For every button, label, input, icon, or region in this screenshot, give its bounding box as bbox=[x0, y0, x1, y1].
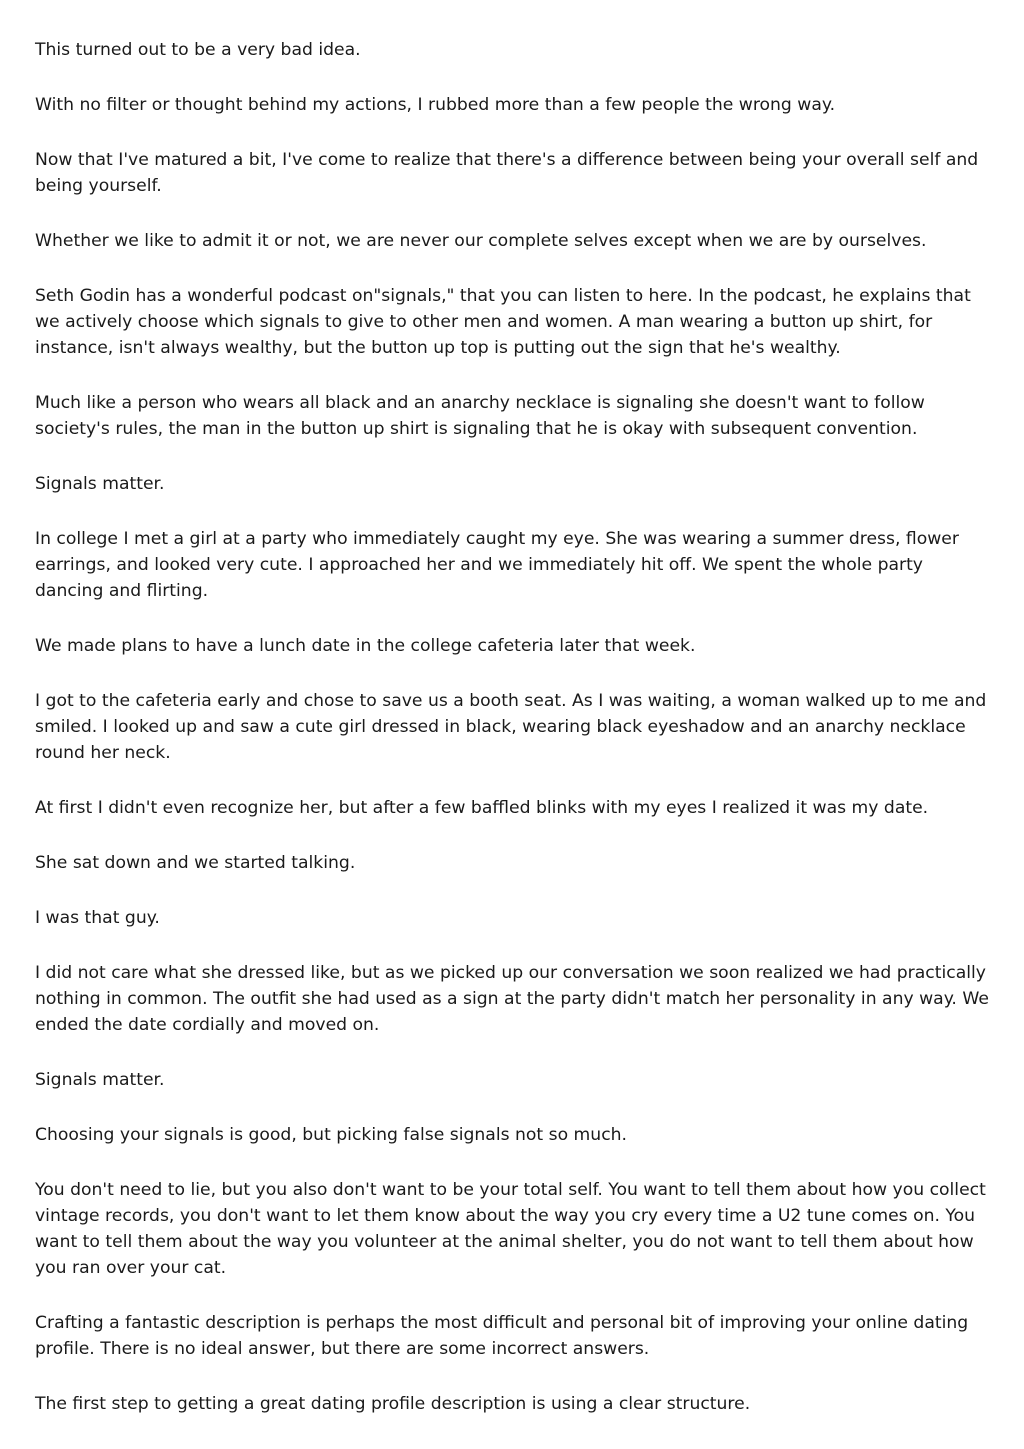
paragraph: Crafting a fantastic description is perhaps the most difficult and personal bit of improving your online dating profile. There is no ideal answer, but there are some incorrect answers. bbox=[35, 1313, 969, 1359]
paragraph: Signals matter. bbox=[35, 1070, 165, 1090]
paragraph: Signals matter. bbox=[35, 474, 165, 494]
paragraph: This turned out to be a very bad idea. bbox=[35, 40, 361, 60]
paragraph: She sat down and we started talking. bbox=[35, 853, 356, 873]
paragraph: I was that guy. bbox=[35, 908, 160, 928]
paragraph: Whether we like to admit it or not, we are never our complete selves except when we are by ourselves. bbox=[35, 231, 927, 251]
paragraph: At first I didn't even recognize her, but after a few baffled blinks with my eyes I realized it was my date. bbox=[35, 798, 929, 818]
paragraph: I did not care what she dressed like, but as we picked up our conversation we soon realized we had practically nothing in common. The outfit she had used as a sign at the party didn't match her personality in any way. We ended the date cordially and moved on. bbox=[35, 963, 989, 1035]
paragraph: You don't need to lie, but you also don't want to be your total self. You want to tell them about how you collect vintage records, you don't want to let them know about the way you cry every time a U2 tune comes on. You want to tell them about the way you volunteer at the animal shelter, you do not want to tell them about how you ran over your cat. bbox=[35, 1180, 986, 1278]
paragraph: The first step to getting a great dating profile description is using a clear structure. bbox=[35, 1394, 751, 1414]
paragraph: Choosing your signals is good, but picking false signals not so much. bbox=[35, 1125, 627, 1145]
paragraph: Now that I've matured a bit, I've come to realize that there's a difference between being your overall self and being yourself. bbox=[35, 150, 979, 196]
article-body bbox=[35, 37, 995, 1446]
paragraph: I got to the cafeteria early and chose to save us a booth seat. As I was waiting, a woman walked up to me and smiled. I looked up and saw a cute girl dressed in black, wearing black eyeshadow and an anarchy necklace round her neck. bbox=[35, 691, 987, 763]
paragraph: With no filter or thought behind my actions, I rubbed more than a few people the wrong way. bbox=[35, 95, 836, 115]
paragraph: In college I met a girl at a party who immediately caught my eye. She was wearing a summer dress, flower earrings, and looked very cute. I approached her and we immediately hit off. We spent the whole party dancing and flirting. bbox=[35, 529, 959, 601]
paragraph: Seth Godin has a wonderful podcast on"signals," that you can listen to here. In the podcast, he explains that we actively choose which signals to give to other men and women. A man wearing a button up shirt, for instance, isn't always wealthy, but the button up top is putting out the sign that he's wealthy. bbox=[35, 286, 971, 358]
paragraph: Much like a person who wears all black and an anarchy necklace is signaling she doesn't want to follow society's rules, the man in the button up shirt is signaling that he is okay with subsequent convention. bbox=[35, 393, 925, 439]
paragraph: We made plans to have a lunch date in the college cafeteria later that week. bbox=[35, 636, 696, 656]
